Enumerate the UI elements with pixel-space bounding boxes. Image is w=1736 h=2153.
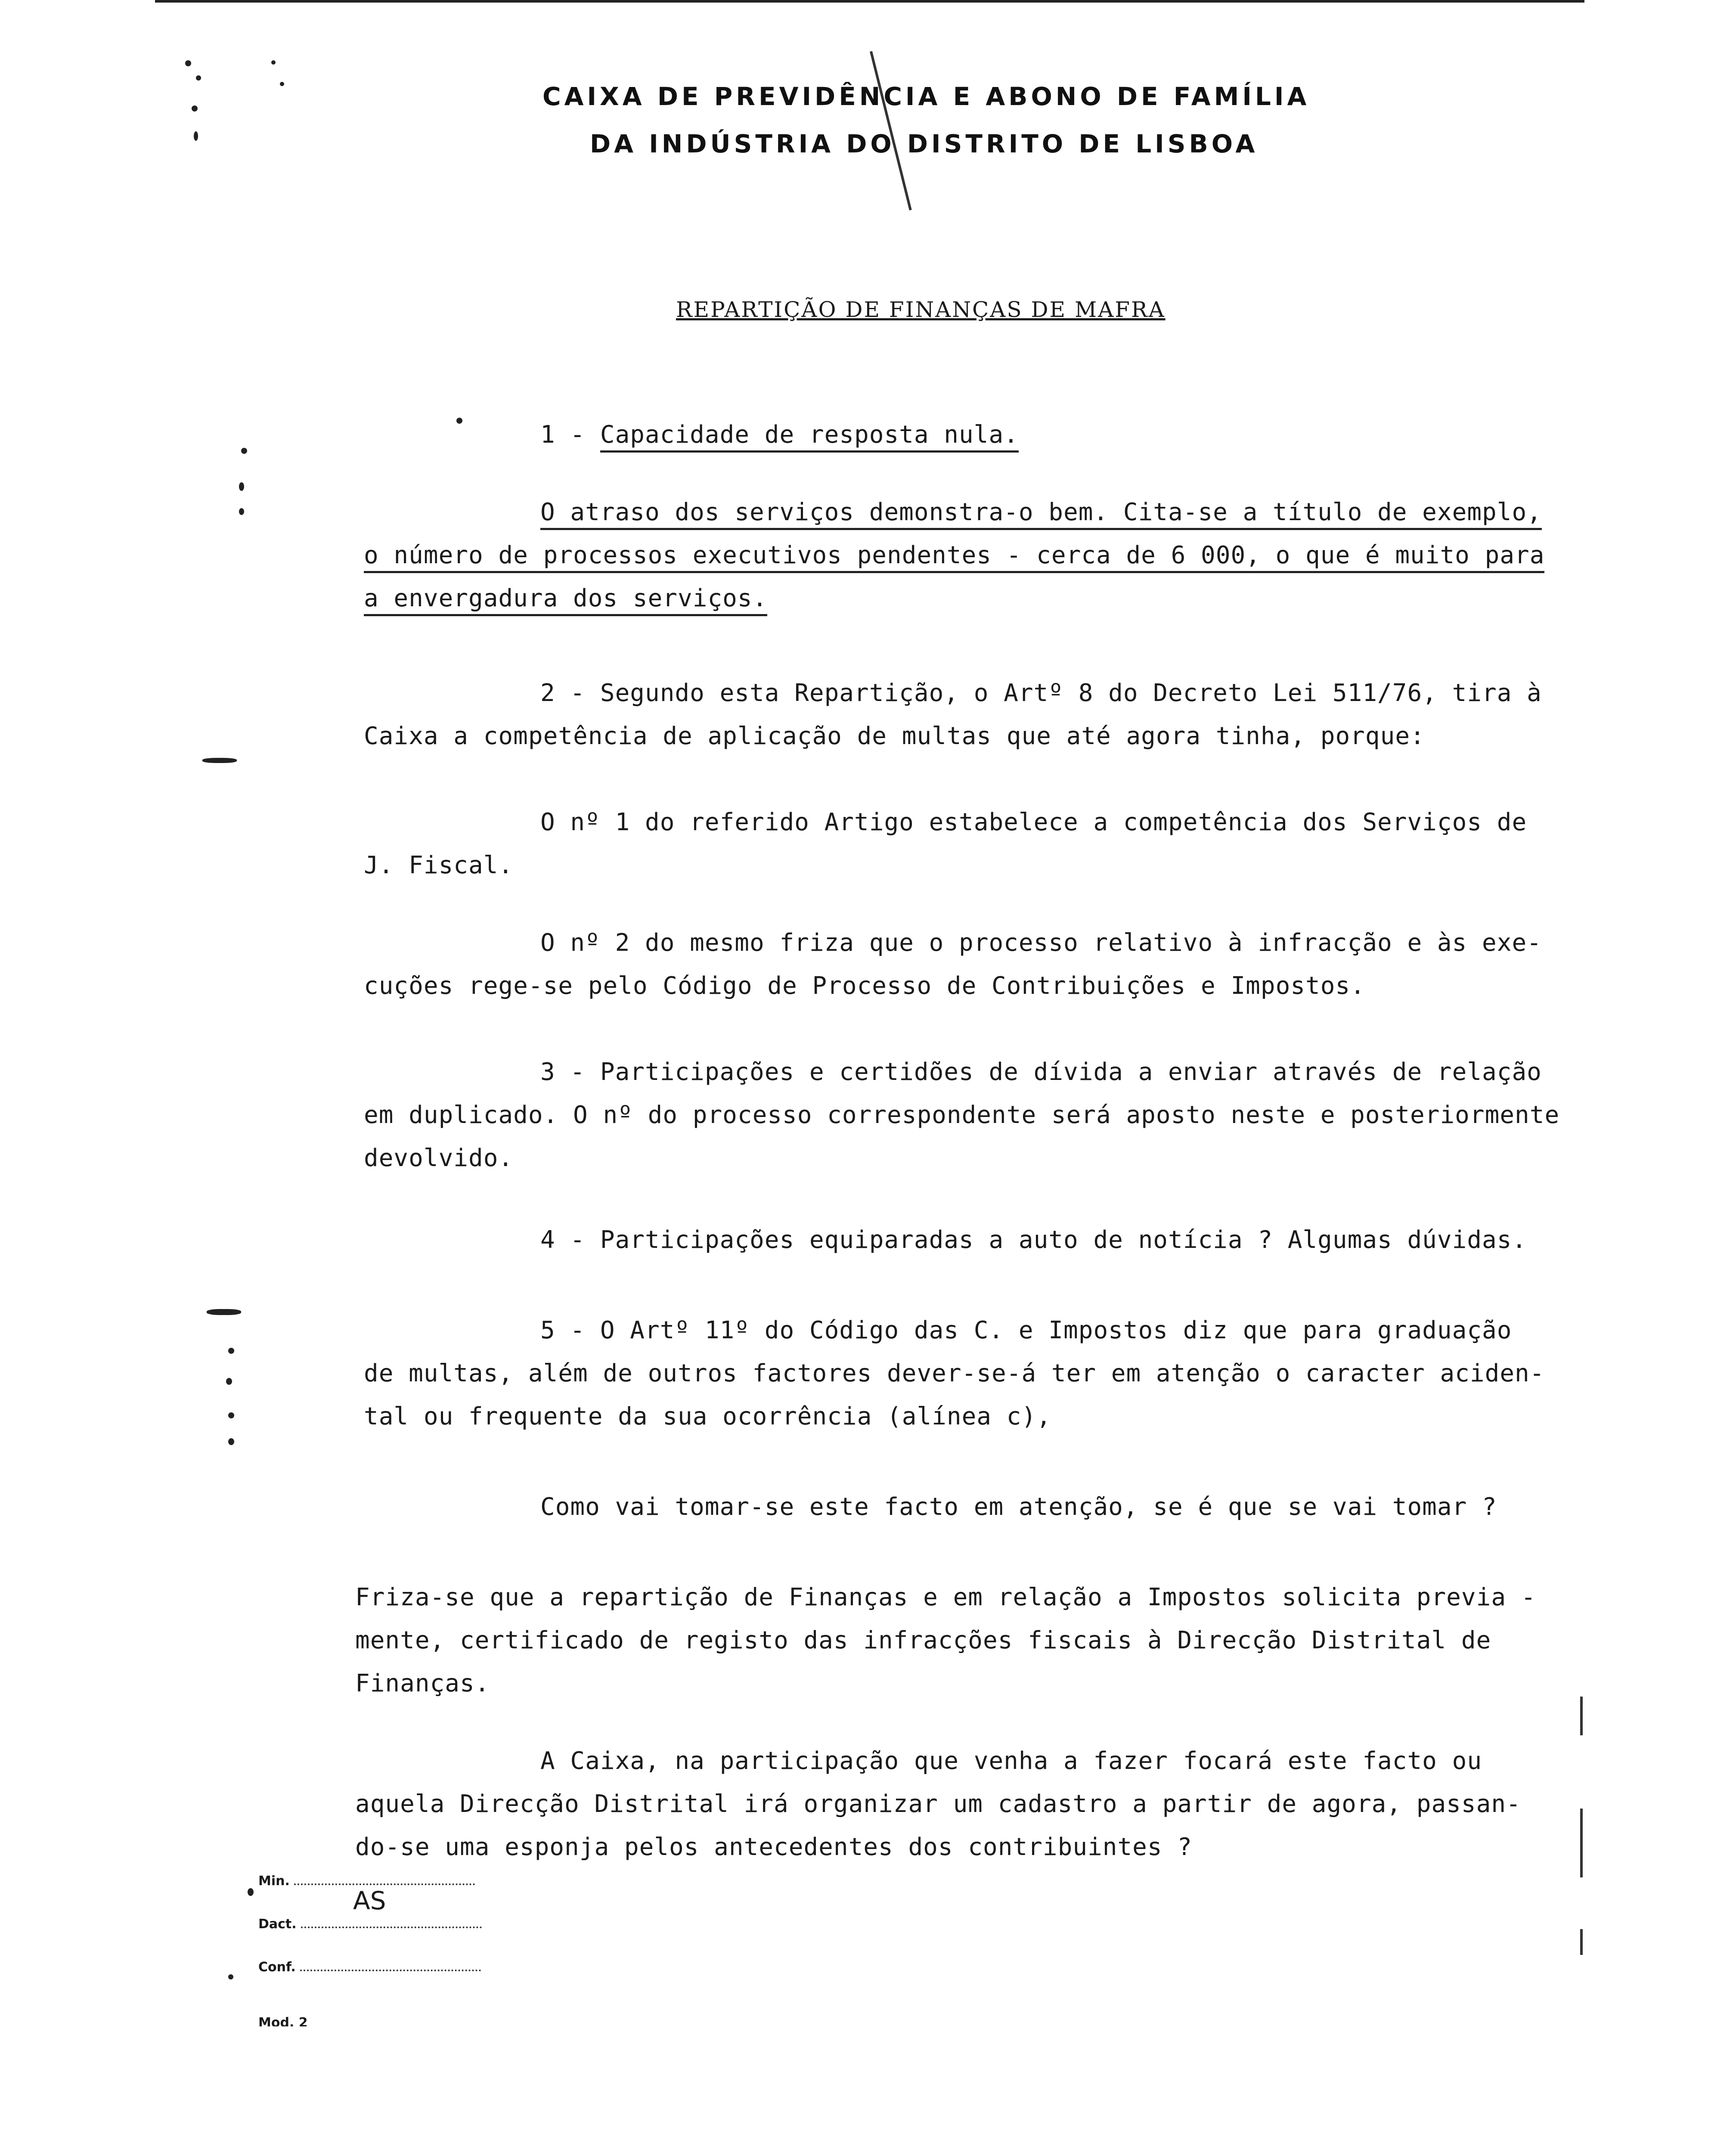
footer-mod-label: Mod. 2: [258, 2015, 308, 2026]
footer-min-value: AS: [353, 1886, 386, 1915]
scan-speck: [185, 60, 191, 66]
section-3-line-1: 3 - Participações e certidões de dívida a enviar através de relação: [540, 1058, 1542, 1086]
document-title: REPARTIÇÃO DE FINANÇAS DE MAFRA: [676, 297, 1166, 322]
scan-speck: [456, 418, 462, 424]
scan-speck: [280, 82, 284, 86]
edge-scan-mark: [1580, 1697, 1583, 1735]
section-1-line-3-text: a envergadura dos serviços.: [364, 584, 767, 616]
scan-speck: [226, 1378, 232, 1385]
footer-conf-label: Conf.: [258, 1960, 296, 1975]
section-5-line-2: de multas, além de outros factores dever-se-á ter em atenção o caracter aciden-: [364, 1359, 1545, 1387]
footer-min-dotted-line: [294, 1873, 475, 1885]
question-paragraph: Como vai tomar-se este facto em atenção, se é que se vai tomar ?: [540, 1493, 1497, 1521]
footer-dact-field: [258, 1916, 482, 1932]
footer-conf-field: [258, 1959, 481, 1975]
section-2-para-2-line-2: cuções rege-se pelo Código de Processo de Contribuições e Impostos.: [364, 972, 1365, 1000]
section-2-para-1-line-1: O nº 1 do referido Artigo estabelece a competência dos Serviços de: [540, 808, 1527, 836]
footer-min-label: Min.: [258, 1874, 290, 1889]
section-1-heading: [540, 413, 1019, 456]
friza-paragraph-line-2: mente, certificado de registo das infracções fiscais à Direcção Distrital de: [355, 1626, 1491, 1654]
section-3-line-3: devolvido.: [364, 1144, 514, 1172]
section-2-para-1-line-2: J. Fiscal.: [364, 851, 514, 879]
scan-speck: [228, 1348, 234, 1354]
scan-speck: [248, 1888, 254, 1896]
scan-speck: [239, 508, 244, 515]
caixa-paragraph-line-3: do-se uma esponja pelos antecedentes dos contribuintes ?: [355, 1833, 1193, 1861]
scan-speck: [202, 758, 237, 763]
section-1-line-3: [364, 577, 767, 620]
scan-speck: [228, 1974, 233, 1979]
friza-paragraph-line-1: Friza-se que a repartição de Finanças e em relação a Impostos solicita previa -: [355, 1583, 1536, 1611]
footer-dact-dotted-line: [301, 1916, 482, 1928]
footer-conf-dotted-line: [300, 1959, 481, 1971]
footer-dact-label: Dact.: [258, 1917, 297, 1932]
section-1-line-2-text: o número de processos executivos pendentes - cerca de 6 000, o que é muito para: [364, 541, 1544, 573]
friza-paragraph-line-3: Finanças.: [355, 1669, 490, 1697]
top-border-line: [155, 0, 1584, 3]
header-line-2: DA INDÚSTRIA DO DISTRITO DE LISBOA: [590, 129, 1259, 158]
scan-speck: [207, 1309, 241, 1315]
caixa-paragraph-line-1: A Caixa, na participação que venha a fazer focará este facto ou: [540, 1747, 1482, 1775]
section-2-para-2-line-1: O nº 2 do mesmo friza que o processo relativo à infracção e às exe-: [540, 929, 1542, 957]
section-2-line-2: Caixa a competência de aplicação de multas que até agora tinha, porque:: [364, 722, 1425, 750]
section-2-line-1: 2 - Segundo esta Repartição, o Artº 8 do Decreto Lei 511/76, tira à: [540, 679, 1542, 707]
scan-speck: [271, 60, 276, 65]
section-4-line-1: 4 - Participações equiparadas a auto de notícia ? Algumas dúvidas.: [540, 1226, 1527, 1254]
scan-speck: [241, 448, 247, 454]
caixa-paragraph-line-2: aquela Direcção Distrital irá organizar um cadastro a partir de agora, passan-: [355, 1790, 1521, 1818]
section-1-line-1-text: O atraso dos serviços demonstra-o bem. Cita-se a título de exemplo,: [540, 498, 1542, 530]
scan-speck: [228, 1438, 234, 1445]
section-1-line-2: [364, 534, 1544, 577]
scan-speck: [192, 105, 198, 112]
scan-speck: [194, 131, 198, 141]
scan-speck: [228, 1412, 234, 1418]
section-3-line-2: em duplicado. O nº do processo correspondente será aposto neste e posteriormente: [364, 1101, 1560, 1129]
scan-speck: [239, 482, 244, 491]
header-line-1: CAIXA DE PREVIDÊNCIA E ABONO DE FAMÍLIA: [542, 82, 1310, 111]
section-1-heading-text: Capacidade de resposta nula.: [600, 421, 1019, 453]
edge-scan-mark: [1580, 1809, 1583, 1877]
scan-speck: [196, 75, 201, 81]
section-1-line-1: [540, 491, 1542, 534]
section-5-line-1: 5 - O Artº 11º do Código das C. e Impostos diz que para graduação: [540, 1316, 1512, 1344]
edge-scan-mark: [1580, 1929, 1583, 1955]
section-5-line-3: tal ou frequente da sua ocorrência (alínea c),: [364, 1402, 1051, 1430]
section-1-number: 1 -: [540, 421, 600, 449]
